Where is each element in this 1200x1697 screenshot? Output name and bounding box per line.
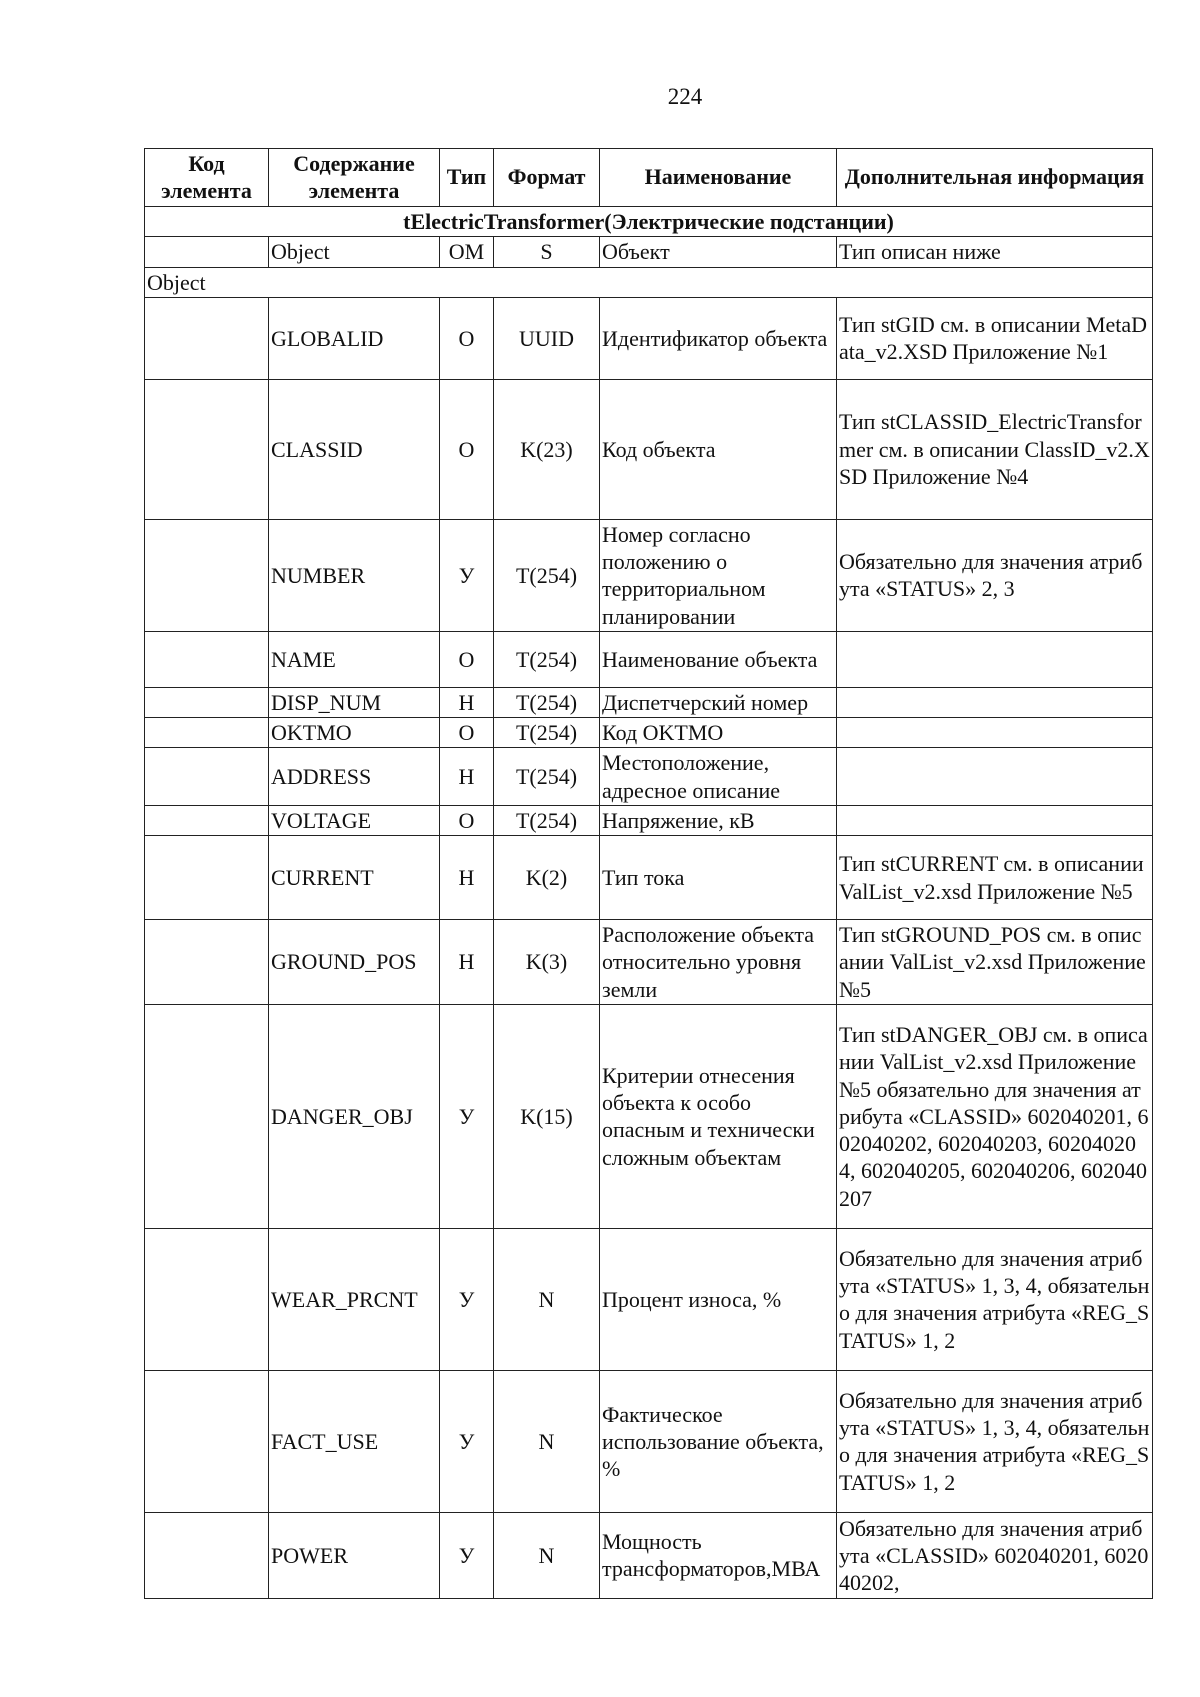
object-content: Object (269, 237, 440, 267)
row-format: K(3) (494, 920, 600, 1005)
object-row (145, 237, 1153, 267)
row-info: Обязательно для значения атрибута «STATUS» 1, 3, 4, обязательно для значения атрибута «REG_STATUS» 1, 2 (837, 1370, 1153, 1512)
row-format: K(2) (494, 836, 600, 920)
object-format: S (494, 237, 600, 267)
row-name: Напряжение, кВ (600, 805, 837, 835)
row-info: Обязательно для значения атрибута «STATUS» 1, 3, 4, обязательно для значения атрибута «REG_STATUS» 1, 2 (837, 1228, 1153, 1370)
row-format: T(254) (494, 631, 600, 687)
row-code-cell (145, 1512, 269, 1598)
object-type: OM (440, 237, 494, 267)
row-format: N (494, 1228, 600, 1370)
table-row (145, 519, 1153, 631)
row-code-cell (145, 1228, 269, 1370)
header-name: Наименование (600, 149, 837, 207)
row-type: O (440, 297, 494, 379)
row-type: H (440, 748, 494, 806)
row-format: T(254) (494, 748, 600, 806)
row-content: NUMBER (269, 519, 440, 631)
row-code-cell (145, 1004, 269, 1228)
row-code-cell (145, 379, 269, 519)
section-title: tElectricTransformer(Электрические подстанции) (145, 207, 1153, 237)
table-row (145, 718, 1153, 748)
row-name: Фактическое использование объекта, % (600, 1370, 837, 1512)
row-content: DISP_NUM (269, 687, 440, 717)
table-row (145, 836, 1153, 920)
row-type: У (440, 1228, 494, 1370)
row-name: Расположение объекта относительно уровня земли (600, 920, 837, 1005)
row-name: Код OKTMO (600, 718, 837, 748)
row-format: T(254) (494, 805, 600, 835)
row-type: O (440, 631, 494, 687)
row-content: CURRENT (269, 836, 440, 920)
row-format: N (494, 1370, 600, 1512)
row-content: POWER (269, 1512, 440, 1598)
row-format: K(23) (494, 379, 600, 519)
table-header-row (145, 149, 1153, 207)
row-code-cell (145, 631, 269, 687)
row-content: NAME (269, 631, 440, 687)
row-code-cell (145, 920, 269, 1005)
row-info: Тип stCURRENT см. в описании ValList_v2.xsd Приложение №5 (837, 836, 1153, 920)
row-format: T(254) (494, 519, 600, 631)
table-row (145, 379, 1153, 519)
table-row (145, 631, 1153, 687)
object-code-cell (145, 237, 269, 267)
row-info: Обязательно для значения атрибута «CLASSID» 602040201, 602040202, (837, 1512, 1153, 1598)
header-info: Дополнительная информация (837, 149, 1153, 207)
table-row (145, 1004, 1153, 1228)
row-code-cell (145, 297, 269, 379)
row-name: Тип тока (600, 836, 837, 920)
row-format: T(254) (494, 718, 600, 748)
row-format: T(254) (494, 687, 600, 717)
row-name: Номер согласно положению о территориальном планировании (600, 519, 837, 631)
page-number: 224 (667, 84, 703, 109)
row-code-cell (145, 1370, 269, 1512)
section-title-row (145, 207, 1153, 237)
row-content: FACT_USE (269, 1370, 440, 1512)
row-name: Процент износа, % (600, 1228, 837, 1370)
row-code-cell (145, 718, 269, 748)
row-name: Идентификатор объекта (600, 297, 837, 379)
row-code-cell (145, 748, 269, 806)
row-info: Тип stGID см. в описании MetaData_v2.XSD Приложение №1 (837, 297, 1153, 379)
row-type: У (440, 1004, 494, 1228)
row-content: CLASSID (269, 379, 440, 519)
group-label-row (145, 267, 1153, 297)
row-info (837, 631, 1153, 687)
row-info (837, 718, 1153, 748)
row-name: Диспетчерский номер (600, 687, 837, 717)
row-name: Наименование объекта (600, 631, 837, 687)
row-content: VOLTAGE (269, 805, 440, 835)
header-code: Код элемента (145, 149, 269, 207)
row-name: Местоположение, адресное описание (600, 748, 837, 806)
row-content: GROUND_POS (269, 920, 440, 1005)
table-row (145, 687, 1153, 717)
row-format: K(15) (494, 1004, 600, 1228)
row-code-cell (145, 519, 269, 631)
row-type: У (440, 519, 494, 631)
row-type: H (440, 836, 494, 920)
object-info: Тип описан ниже (837, 237, 1153, 267)
row-name: Мощность трансформаторов,МВА (600, 1512, 837, 1598)
specification-table (144, 148, 1153, 1599)
row-type: У (440, 1370, 494, 1512)
row-format: N (494, 1512, 600, 1598)
table-row (145, 805, 1153, 835)
table-row (145, 748, 1153, 806)
row-type: O (440, 718, 494, 748)
header-content: Содержание элемента (269, 149, 440, 207)
row-name: Код объекта (600, 379, 837, 519)
row-name: Критерии отнесения объекта к особо опасным и технически сложным объектам (600, 1004, 837, 1228)
row-content: WEAR_PRCNT (269, 1228, 440, 1370)
row-code-cell (145, 836, 269, 920)
row-type: H (440, 687, 494, 717)
row-content: ADDRESS (269, 748, 440, 806)
table-row (145, 297, 1153, 379)
row-info (837, 687, 1153, 717)
row-type: У (440, 1512, 494, 1598)
group-label: Object (145, 267, 1153, 297)
row-info: Тип stDANGER_OBJ см. в описании ValList_v2.xsd Приложение №5 обязательно для значения атрибута «CLASSID» 602040201, 602040202, 602040203, 602040204, 602040205, 602040206, 602040207 (837, 1004, 1153, 1228)
row-info: Тип stCLASSID_ElectricTransformer см. в описании ClassID_v2.XSD Приложение №4 (837, 379, 1153, 519)
row-type: O (440, 379, 494, 519)
object-name: Объект (600, 237, 837, 267)
row-content: OKTMO (269, 718, 440, 748)
row-info (837, 805, 1153, 835)
row-format: UUID (494, 297, 600, 379)
table-row (145, 1370, 1153, 1512)
row-info (837, 748, 1153, 806)
row-content: DANGER_OBJ (269, 1004, 440, 1228)
row-type: H (440, 920, 494, 1005)
row-code-cell (145, 687, 269, 717)
row-code-cell (145, 805, 269, 835)
table-row (145, 920, 1153, 1005)
header-format: Формат (494, 149, 600, 207)
row-content: GLOBALID (269, 297, 440, 379)
table-row (145, 1228, 1153, 1370)
row-type: O (440, 805, 494, 835)
row-info: Обязательно для значения атрибута «STATUS» 2, 3 (837, 519, 1153, 631)
table-row (145, 1512, 1153, 1598)
row-info: Тип stGROUND_POS см. в описании ValList_v2.xsd Приложение №5 (837, 920, 1153, 1005)
header-type: Тип (440, 149, 494, 207)
